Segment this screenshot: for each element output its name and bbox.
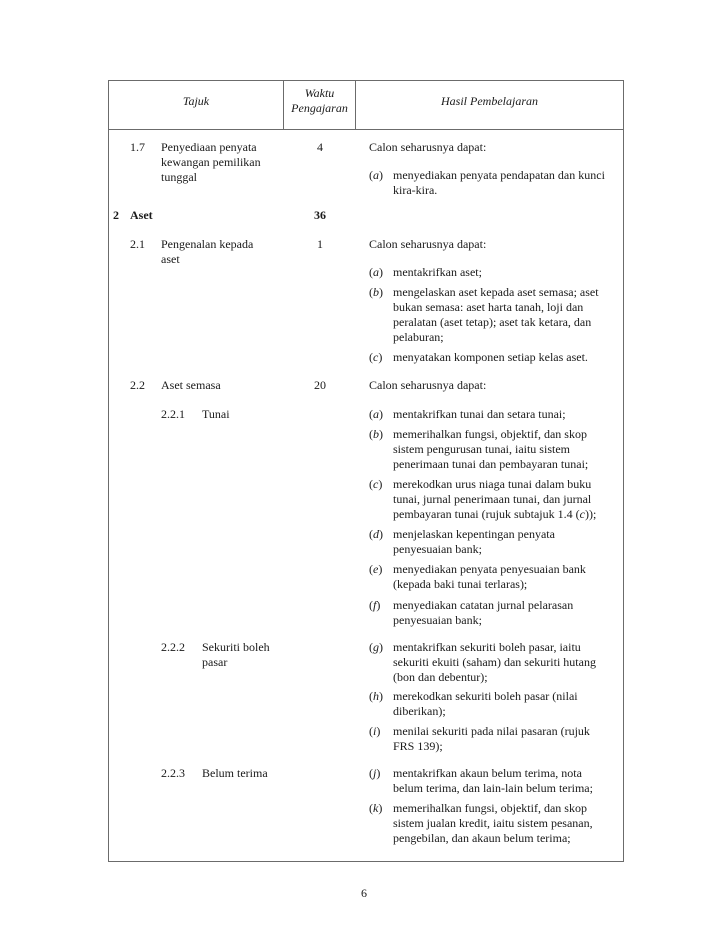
outcome-text: memerihalkan fungsi, objektif, dan skop <box>393 427 587 441</box>
outcome-label: (h) <box>369 689 383 703</box>
outcome-text: penyesuaian bank; <box>393 613 482 627</box>
header-tajuk: Tajuk <box>182 94 210 108</box>
page-number: 6 <box>361 886 367 900</box>
outcome-label: (i) <box>369 724 381 738</box>
outcome-text: (kepada baki tunai terlaras); <box>393 577 528 591</box>
teaching-hours: 4 <box>317 140 323 154</box>
outcome-label: (a) <box>369 407 383 421</box>
outcome-label: (j) <box>369 766 381 780</box>
teaching-hours: 20 <box>314 378 326 392</box>
topic-title-line: kewangan pemilikan <box>161 155 261 169</box>
outcome-text: mentakrifkan aset; <box>393 265 482 279</box>
topic-title-line: aset <box>161 252 180 266</box>
outcome-text: mentakrifkan sekuriti boleh pasar, iaitu <box>393 640 581 654</box>
subtopic-title-line: Sekuriti boleh <box>202 640 270 654</box>
outcome-label: (c) <box>369 477 383 491</box>
outcome-text: belum terima, dan lain-lain belum terima; <box>393 781 593 795</box>
outcome-text: menjelaskan kepentingan penyata <box>393 527 555 541</box>
outcome-text: mentakrifkan akaun belum terima, nota <box>393 766 582 780</box>
outcome-text: tunai, jurnal penerimaan tunai, dan jurnal <box>393 492 592 506</box>
row-number: 1.7 <box>130 140 145 154</box>
outcome-text: menyatakan komponen setiap kelas aset. <box>393 350 588 364</box>
header-waktu: Waktu <box>304 86 335 100</box>
outcome-text: menyediakan catatan jurnal pelarasan <box>393 598 574 612</box>
outcome-label: (e) <box>369 562 383 576</box>
topic-title-line: Pengenalan kepada <box>161 237 254 251</box>
outcome-text: menilai sekuriti pada nilai pasaran (rujuk <box>393 724 590 738</box>
outcome-text: diberikan); <box>393 704 446 718</box>
outcome-text: kira-kira. <box>393 183 438 197</box>
subtopic-title-line: pasar <box>202 655 228 669</box>
topic-title-line: tunggal <box>161 170 197 184</box>
outcome-text: penerimaan tunai dan pembayaran tunai; <box>393 457 589 471</box>
header-pengajaran: Pengajaran <box>291 101 348 115</box>
outcome-text: memerihalkan fungsi, objektif, dan skop <box>393 801 587 815</box>
subtopic-title: Belum terima <box>202 766 268 780</box>
outcome-text: FRS 139); <box>393 739 443 753</box>
outcome-label: (b) <box>369 427 383 441</box>
outcome-text: sistem pengurusan tunai, iaitu sistem <box>393 442 570 456</box>
outcome-label: (a) <box>369 168 383 182</box>
outcome-label: (g) <box>369 640 383 654</box>
outcome-label: (f) <box>369 598 381 612</box>
outcome-text: merekodkan sekuriti boleh pasar (nilai <box>393 689 578 703</box>
teaching-hours: 1 <box>317 237 323 251</box>
outcome-text: penyesuaian bank; <box>393 542 482 556</box>
outcome-intro: Calon seharusnya dapat: <box>369 378 487 392</box>
outcome-label: (a) <box>369 265 383 279</box>
outcome-text: mentakrifkan tunai dan setara tunai; <box>393 407 566 421</box>
section-hours: 36 <box>314 208 326 222</box>
subtopic-number: 2.2.1 <box>161 407 185 421</box>
outcome-text: sistem jualan kredit, iaitu sistem pesanan, <box>393 816 593 830</box>
topic-title: Aset semasa <box>161 378 221 392</box>
outcome-text: pelaburan; <box>393 330 444 344</box>
outcome-label: (c) <box>369 350 383 364</box>
row-number: 2.1 <box>130 237 145 251</box>
outcome-text: merekodkan urus niaga tunai dalam buku <box>393 477 592 491</box>
section-number: 2 <box>113 208 119 222</box>
topic-title-line: Penyediaan penyata <box>161 140 257 154</box>
outcome-text: (bon dan debentur); <box>393 670 488 684</box>
outcome-text: bukan semasa: aset harta tanah, loji dan <box>393 300 584 314</box>
header-hasil: Hasil Pembelajaran <box>441 94 538 108</box>
outcome-intro: Calon seharusnya dapat: <box>369 140 487 154</box>
row-number: 2.2 <box>130 378 145 392</box>
subtopic-number: 2.2.3 <box>161 766 185 780</box>
subtopic-number: 2.2.2 <box>161 640 185 654</box>
outcome-text: sekuriti ekuiti (saham) dan sekuriti hutang <box>393 655 596 669</box>
outcome-text: menyediakan penyata penyesuaian bank <box>393 562 586 576</box>
outcome-text: mengelaskan aset kepada aset semasa; aset <box>393 285 599 299</box>
header-bottom-rule <box>109 129 623 130</box>
outcome-intro: Calon seharusnya dapat: <box>369 237 487 251</box>
subtopic-title: Tunai <box>202 407 230 421</box>
outcome-text: peralatan (aset tetap); aset tak ketara, dan <box>393 315 592 329</box>
outcome-label: (b) <box>369 285 383 299</box>
section-title: Aset <box>130 208 153 222</box>
outcome-label: (d) <box>369 527 383 541</box>
outcome-label: (k) <box>369 801 383 815</box>
outcome-text: pengebilan, dan akaun belum terima; <box>393 831 571 845</box>
outcome-text: pembayaran tunai (rujuk subtajuk 1.4 (c)); <box>393 507 597 521</box>
outcome-text: menyediakan penyata pendapatan dan kunci <box>393 168 605 182</box>
